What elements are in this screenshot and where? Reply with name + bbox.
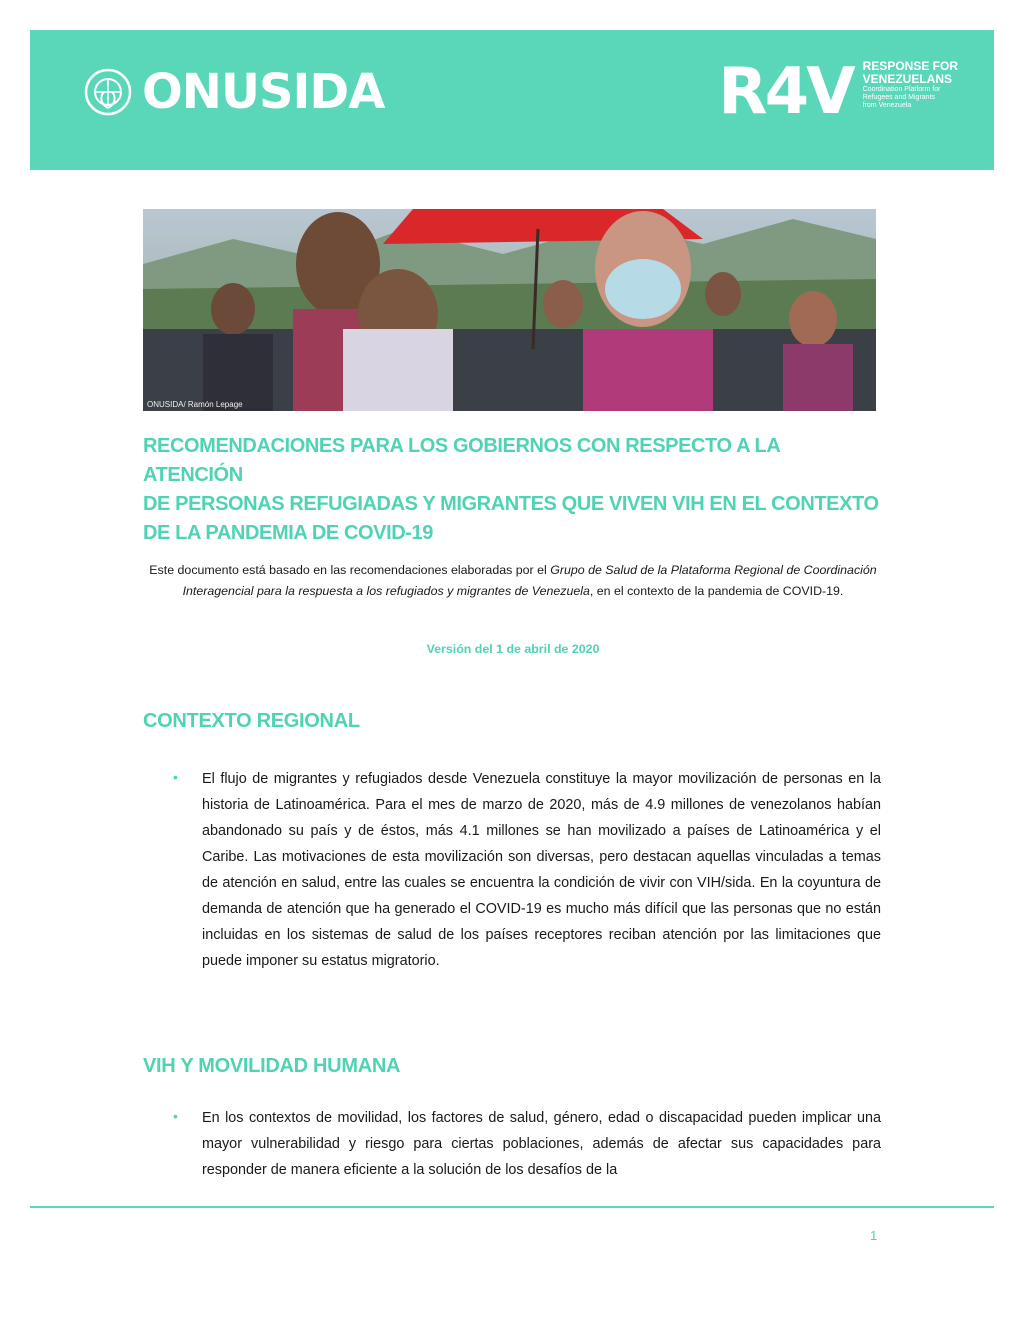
header-banner [30,30,994,170]
r4v-logo [718,55,958,129]
cover-photo [143,209,876,411]
section-2-bullet-text: En los contextos de movilidad, los factores de salud, género, edad o discapacidad pueden implicar una mayor vulnerabilidad y riesgo para ciertas poblaciones, además de afectar sus capacidades para responder de manera eficiente a la solución de los desafíos de la [202,1110,881,1178]
r4v-sub3: from Venezuela [862,102,912,109]
bullet-icon: • [173,769,178,785]
page-number: 1 [870,1228,878,1243]
cover-photo-illustration [143,209,876,411]
version-date: Versión del 1 de abril de 2020 [426,642,600,656]
intro-italic-source: Grupo de Salud de la Plataforma Regional de Coordinación Interagencial para la respuesta a los refugiados y migrantes de Venezuela [182,563,877,598]
title-line-3: DE LA PANDEMIA DE COVID-19 [143,522,434,544]
r4v-text [863,60,958,110]
document-title [143,432,883,548]
intro-text-after: , en el contexto de la pandemia de COVID-19. [589,584,844,598]
footer-divider [30,1206,994,1208]
r4v-line1: RESPONSE FOR [862,59,958,73]
photo-credit: ONUSIDA/ Ramón Lepage [147,400,243,409]
r4v-line2: VENEZUELANS [862,72,952,86]
intro-paragraph [143,560,883,602]
onusida-wordmark: ONUSIDA [142,64,385,120]
r4v-mark: R4V [718,55,853,129]
section-heading-vih-movilidad: VIH Y MOVILIDAD HUMANA [143,1055,401,1077]
section-heading-contexto-regional: CONTEXTO REGIONAL [143,710,360,732]
section-1-bullet-text: El flujo de migrantes y refugiados desde Venezuela constituye la mayor movilización de personas en la historia de Latinoamérica. Para el mes de marzo de 2020, más de 4.9 millones de venezolanos habían abandonado su país y de éstos, más 4.1 millones se han movilizado a países de Latinoamérica y el Caribe. Las motivaciones de esta movilización son diversas, pero destacan aquellas vinculadas a temas de atención en salud, entre las cuales se encuentra la condición de vivir con VIH/sida. En la coyuntura de demanda de atención que ha generado el COVID-19 es mucho más difícil que las personas que no están incluidas en los sistemas de salud de los países receptores reciban atención por las limitaciones que puede imponer su estatus migratorio. [202,771,881,969]
title-line-1: RECOMENDACIONES PARA LOS GOBIERNOS CON RESPECTO A LA ATENCIÓN [143,435,780,486]
r4v-sub1: Coordination Platform for [862,86,941,93]
r4v-sub2: Refugees and Migrants [862,94,936,101]
onusida-logo [82,64,384,120]
un-emblem-icon [82,66,134,118]
bullet-icon: • [173,1108,178,1124]
title-line-2: DE PERSONAS REFUGIADAS Y MIGRANTES QUE VIVEN VIH EN EL CONTEXTO [143,493,879,515]
intro-text-before: Este documento está basado en las recomendaciones elaboradas por el [149,563,551,577]
